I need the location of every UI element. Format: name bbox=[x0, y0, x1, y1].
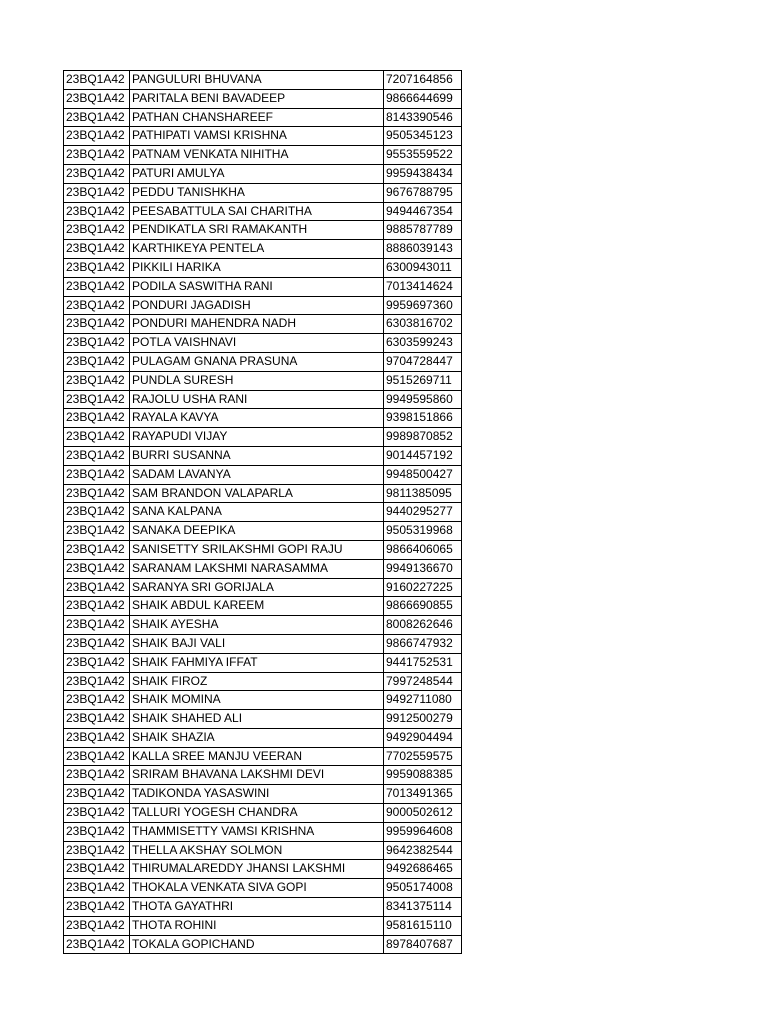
student-name-cell: RAYAPUDI VIJAY bbox=[130, 428, 384, 446]
roll-number-cell: 23BQ1A42 bbox=[64, 541, 130, 559]
phone-number-cell: 9581615110 bbox=[384, 917, 462, 935]
student-name-cell: SRIRAM BHAVANA LAKSHMI DEVI bbox=[130, 766, 384, 784]
roll-number-cell: 23BQ1A42 bbox=[64, 297, 130, 315]
phone-number-cell: 9866406065 bbox=[384, 541, 462, 559]
student-name-cell: POTLA VAISHNAVI bbox=[130, 334, 384, 352]
phone-number-cell: 9959088385 bbox=[384, 766, 462, 784]
roll-number-cell: 23BQ1A42 bbox=[64, 654, 130, 672]
phone-number-cell: 8886039143 bbox=[384, 240, 462, 258]
roll-number-cell: 23BQ1A42 bbox=[64, 353, 130, 371]
roll-number-cell: 23BQ1A42 bbox=[64, 428, 130, 446]
student-name-cell: PONDURI JAGADISH bbox=[130, 297, 384, 315]
student-name-cell: PEDDU TANISHKHA bbox=[130, 184, 384, 202]
student-name-cell: TADIKONDA YASASWINI bbox=[130, 785, 384, 803]
phone-number-cell: 9866690855 bbox=[384, 597, 462, 615]
student-name-cell: SHAIK AYESHA bbox=[130, 616, 384, 634]
roll-number-cell: 23BQ1A42 bbox=[64, 748, 130, 766]
roll-number-cell: 23BQ1A42 bbox=[64, 146, 130, 164]
student-name-cell: PULAGAM GNANA PRASUNA bbox=[130, 353, 384, 371]
table-row bbox=[64, 334, 462, 353]
phone-number-cell: 8978407687 bbox=[384, 936, 462, 954]
table-row bbox=[64, 503, 462, 522]
student-name-cell: THAMMISETTY VAMSI KRISHNA bbox=[130, 823, 384, 841]
roll-number-cell: 23BQ1A42 bbox=[64, 184, 130, 202]
student-name-cell: PATURI AMULYA bbox=[130, 165, 384, 183]
table-row bbox=[64, 409, 462, 428]
student-name-cell: TALLURI YOGESH CHANDRA bbox=[130, 804, 384, 822]
phone-number-cell: 9014457192 bbox=[384, 447, 462, 465]
table-row bbox=[64, 635, 462, 654]
roll-number-cell: 23BQ1A42 bbox=[64, 334, 130, 352]
roll-number-cell: 23BQ1A42 bbox=[64, 391, 130, 409]
table-row bbox=[64, 748, 462, 767]
table-row bbox=[64, 785, 462, 804]
phone-number-cell: 7702559575 bbox=[384, 748, 462, 766]
phone-number-cell: 9492711080 bbox=[384, 691, 462, 709]
student-name-cell: SANAKA DEEPIKA bbox=[130, 522, 384, 540]
phone-number-cell: 9642382544 bbox=[384, 842, 462, 860]
table-row bbox=[64, 240, 462, 259]
phone-number-cell: 9959697360 bbox=[384, 297, 462, 315]
table-row bbox=[64, 259, 462, 278]
phone-number-cell: 9811385095 bbox=[384, 485, 462, 503]
student-name-cell: THIRUMALAREDDY JHANSI LAKSHMI bbox=[130, 860, 384, 878]
roll-number-cell: 23BQ1A42 bbox=[64, 409, 130, 427]
table-row bbox=[64, 203, 462, 222]
roll-number-cell: 23BQ1A42 bbox=[64, 879, 130, 897]
phone-number-cell: 9949595860 bbox=[384, 391, 462, 409]
roll-number-cell: 23BQ1A42 bbox=[64, 635, 130, 653]
roll-number-cell: 23BQ1A42 bbox=[64, 165, 130, 183]
table-row bbox=[64, 447, 462, 466]
table-row bbox=[64, 71, 462, 90]
roll-number-cell: 23BQ1A42 bbox=[64, 936, 130, 954]
phone-number-cell: 9398151866 bbox=[384, 409, 462, 427]
table-row bbox=[64, 90, 462, 109]
phone-number-cell: 9505319968 bbox=[384, 522, 462, 540]
phone-number-cell: 9676788795 bbox=[384, 184, 462, 202]
roll-number-cell: 23BQ1A42 bbox=[64, 466, 130, 484]
student-name-cell: RAJOLU USHA RANI bbox=[130, 391, 384, 409]
student-name-cell: PATNAM VENKATA NIHITHA bbox=[130, 146, 384, 164]
table-row bbox=[64, 466, 462, 485]
student-name-cell: PATHAN CHANSHAREEF bbox=[130, 109, 384, 127]
roll-number-cell: 23BQ1A42 bbox=[64, 71, 130, 89]
phone-number-cell: 9492686465 bbox=[384, 860, 462, 878]
student-name-cell: THOKALA VENKATA SIVA GOPI bbox=[130, 879, 384, 897]
phone-number-cell: 7997248544 bbox=[384, 673, 462, 691]
student-name-cell: PONDURI MAHENDRA NADH bbox=[130, 315, 384, 333]
phone-number-cell: 7013414624 bbox=[384, 278, 462, 296]
roll-number-cell: 23BQ1A42 bbox=[64, 842, 130, 860]
phone-number-cell: 6303599243 bbox=[384, 334, 462, 352]
roll-number-cell: 23BQ1A42 bbox=[64, 729, 130, 747]
student-name-cell: SARANAM LAKSHMI NARASAMMA bbox=[130, 560, 384, 578]
phone-number-cell: 9505345123 bbox=[384, 127, 462, 145]
table-row bbox=[64, 184, 462, 203]
roll-number-cell: 23BQ1A42 bbox=[64, 898, 130, 916]
roll-number-cell: 23BQ1A42 bbox=[64, 315, 130, 333]
student-name-cell: SARANYA SRI GORIJALA bbox=[130, 579, 384, 597]
student-name-cell: KARTHIKEYA PENTELA bbox=[130, 240, 384, 258]
table-row bbox=[64, 766, 462, 785]
roll-number-cell: 23BQ1A42 bbox=[64, 127, 130, 145]
table-row bbox=[64, 522, 462, 541]
student-table bbox=[63, 70, 462, 954]
phone-number-cell: 9494467354 bbox=[384, 203, 462, 221]
phone-number-cell: 9912500279 bbox=[384, 710, 462, 728]
roll-number-cell: 23BQ1A42 bbox=[64, 917, 130, 935]
student-name-cell: PANGULURI BHUVANA bbox=[130, 71, 384, 89]
roll-number-cell: 23BQ1A42 bbox=[64, 240, 130, 258]
student-name-cell: SHAIK SHAHED ALI bbox=[130, 710, 384, 728]
table-row bbox=[64, 353, 462, 372]
phone-number-cell: 9948500427 bbox=[384, 466, 462, 484]
student-name-cell: PODILA SASWITHA RANI bbox=[130, 278, 384, 296]
roll-number-cell: 23BQ1A42 bbox=[64, 447, 130, 465]
roll-number-cell: 23BQ1A42 bbox=[64, 278, 130, 296]
roll-number-cell: 23BQ1A42 bbox=[64, 503, 130, 521]
table-row bbox=[64, 804, 462, 823]
table-row bbox=[64, 165, 462, 184]
student-name-cell: PUNDLA SURESH bbox=[130, 372, 384, 390]
table-row bbox=[64, 485, 462, 504]
student-name-cell: SHAIK BAJI VALI bbox=[130, 635, 384, 653]
student-name-cell: SHAIK SHAZIA bbox=[130, 729, 384, 747]
table-row bbox=[64, 898, 462, 917]
student-name-cell: PEESABATTULA SAI CHARITHA bbox=[130, 203, 384, 221]
table-row bbox=[64, 879, 462, 898]
roll-number-cell: 23BQ1A42 bbox=[64, 691, 130, 709]
phone-number-cell: 9553559522 bbox=[384, 146, 462, 164]
student-name-cell: PIKKILI HARIKA bbox=[130, 259, 384, 277]
table-row bbox=[64, 616, 462, 635]
table-row bbox=[64, 654, 462, 673]
table-row bbox=[64, 842, 462, 861]
roll-number-cell: 23BQ1A42 bbox=[64, 259, 130, 277]
table-row bbox=[64, 579, 462, 598]
phone-number-cell: 9866644699 bbox=[384, 90, 462, 108]
roll-number-cell: 23BQ1A42 bbox=[64, 203, 130, 221]
phone-number-cell: 8143390546 bbox=[384, 109, 462, 127]
phone-number-cell: 9505174008 bbox=[384, 879, 462, 897]
student-name-cell: SHAIK FAHMIYA IFFAT bbox=[130, 654, 384, 672]
phone-number-cell: 9989870852 bbox=[384, 428, 462, 446]
table-row bbox=[64, 297, 462, 316]
roll-number-cell: 23BQ1A42 bbox=[64, 616, 130, 634]
roll-number-cell: 23BQ1A42 bbox=[64, 710, 130, 728]
phone-number-cell: 9000502612 bbox=[384, 804, 462, 822]
table-row bbox=[64, 597, 462, 616]
roll-number-cell: 23BQ1A42 bbox=[64, 579, 130, 597]
table-row bbox=[64, 691, 462, 710]
roll-number-cell: 23BQ1A42 bbox=[64, 597, 130, 615]
phone-number-cell: 9959438434 bbox=[384, 165, 462, 183]
table-row bbox=[64, 221, 462, 240]
roll-number-cell: 23BQ1A42 bbox=[64, 673, 130, 691]
student-name-cell: SHAIK MOMINA bbox=[130, 691, 384, 709]
phone-number-cell: 9885787789 bbox=[384, 221, 462, 239]
phone-number-cell: 7207164856 bbox=[384, 71, 462, 89]
roll-number-cell: 23BQ1A42 bbox=[64, 560, 130, 578]
student-name-cell: PATHIPATI VAMSI KRISHNA bbox=[130, 127, 384, 145]
table-row bbox=[64, 823, 462, 842]
roll-number-cell: 23BQ1A42 bbox=[64, 522, 130, 540]
student-name-cell: KALLA SREE MANJU VEERAN bbox=[130, 748, 384, 766]
phone-number-cell: 9492904494 bbox=[384, 729, 462, 747]
table-row bbox=[64, 710, 462, 729]
phone-number-cell: 9440295277 bbox=[384, 503, 462, 521]
student-name-cell: TOKALA GOPICHAND bbox=[130, 936, 384, 954]
phone-number-cell: 9949136670 bbox=[384, 560, 462, 578]
table-row bbox=[64, 146, 462, 165]
student-name-cell: SADAM LAVANYA bbox=[130, 466, 384, 484]
student-name-cell: RAYALA KAVYA bbox=[130, 409, 384, 427]
table-row bbox=[64, 109, 462, 128]
student-name-cell: BURRI SUSANNA bbox=[130, 447, 384, 465]
roll-number-cell: 23BQ1A42 bbox=[64, 860, 130, 878]
roll-number-cell: 23BQ1A42 bbox=[64, 804, 130, 822]
phone-number-cell: 9866747932 bbox=[384, 635, 462, 653]
student-name-cell: SHAIK FIROZ bbox=[130, 673, 384, 691]
phone-number-cell: 8341375114 bbox=[384, 898, 462, 916]
table-row bbox=[64, 917, 462, 936]
student-name-cell: SAM BRANDON VALAPARLA bbox=[130, 485, 384, 503]
phone-number-cell: 9160227225 bbox=[384, 579, 462, 597]
table-row bbox=[64, 315, 462, 334]
roll-number-cell: 23BQ1A42 bbox=[64, 109, 130, 127]
phone-number-cell: 6300943011 bbox=[384, 259, 462, 277]
student-name-cell: PARITALA BENI BAVADEEP bbox=[130, 90, 384, 108]
student-name-cell: THOTA ROHINI bbox=[130, 917, 384, 935]
student-name-cell: PENDIKATLA SRI RAMAKANTH bbox=[130, 221, 384, 239]
phone-number-cell: 8008262646 bbox=[384, 616, 462, 634]
roll-number-cell: 23BQ1A42 bbox=[64, 485, 130, 503]
roll-number-cell: 23BQ1A42 bbox=[64, 372, 130, 390]
table-row bbox=[64, 428, 462, 447]
roll-number-cell: 23BQ1A42 bbox=[64, 823, 130, 841]
table-row bbox=[64, 372, 462, 391]
student-name-cell: THOTA GAYATHRI bbox=[130, 898, 384, 916]
roll-number-cell: 23BQ1A42 bbox=[64, 766, 130, 784]
roll-number-cell: 23BQ1A42 bbox=[64, 785, 130, 803]
roll-number-cell: 23BQ1A42 bbox=[64, 221, 130, 239]
table-row bbox=[64, 278, 462, 297]
phone-number-cell: 9515269711 bbox=[384, 372, 462, 390]
table-row bbox=[64, 560, 462, 579]
table-row bbox=[64, 860, 462, 879]
phone-number-cell: 9441752531 bbox=[384, 654, 462, 672]
table-row bbox=[64, 673, 462, 692]
student-name-cell: THELLA AKSHAY SOLMON bbox=[130, 842, 384, 860]
phone-number-cell: 6303816702 bbox=[384, 315, 462, 333]
roll-number-cell: 23BQ1A42 bbox=[64, 90, 130, 108]
table-row bbox=[64, 936, 462, 955]
phone-number-cell: 7013491365 bbox=[384, 785, 462, 803]
table-row bbox=[64, 729, 462, 748]
student-name-cell: SANISETTY SRILAKSHMI GOPI RAJU bbox=[130, 541, 384, 559]
table-row bbox=[64, 127, 462, 146]
table-row bbox=[64, 391, 462, 410]
student-name-cell: SANA KALPANA bbox=[130, 503, 384, 521]
phone-number-cell: 9959964608 bbox=[384, 823, 462, 841]
table-row bbox=[64, 541, 462, 560]
student-name-cell: SHAIK ABDUL KAREEM bbox=[130, 597, 384, 615]
phone-number-cell: 9704728447 bbox=[384, 353, 462, 371]
